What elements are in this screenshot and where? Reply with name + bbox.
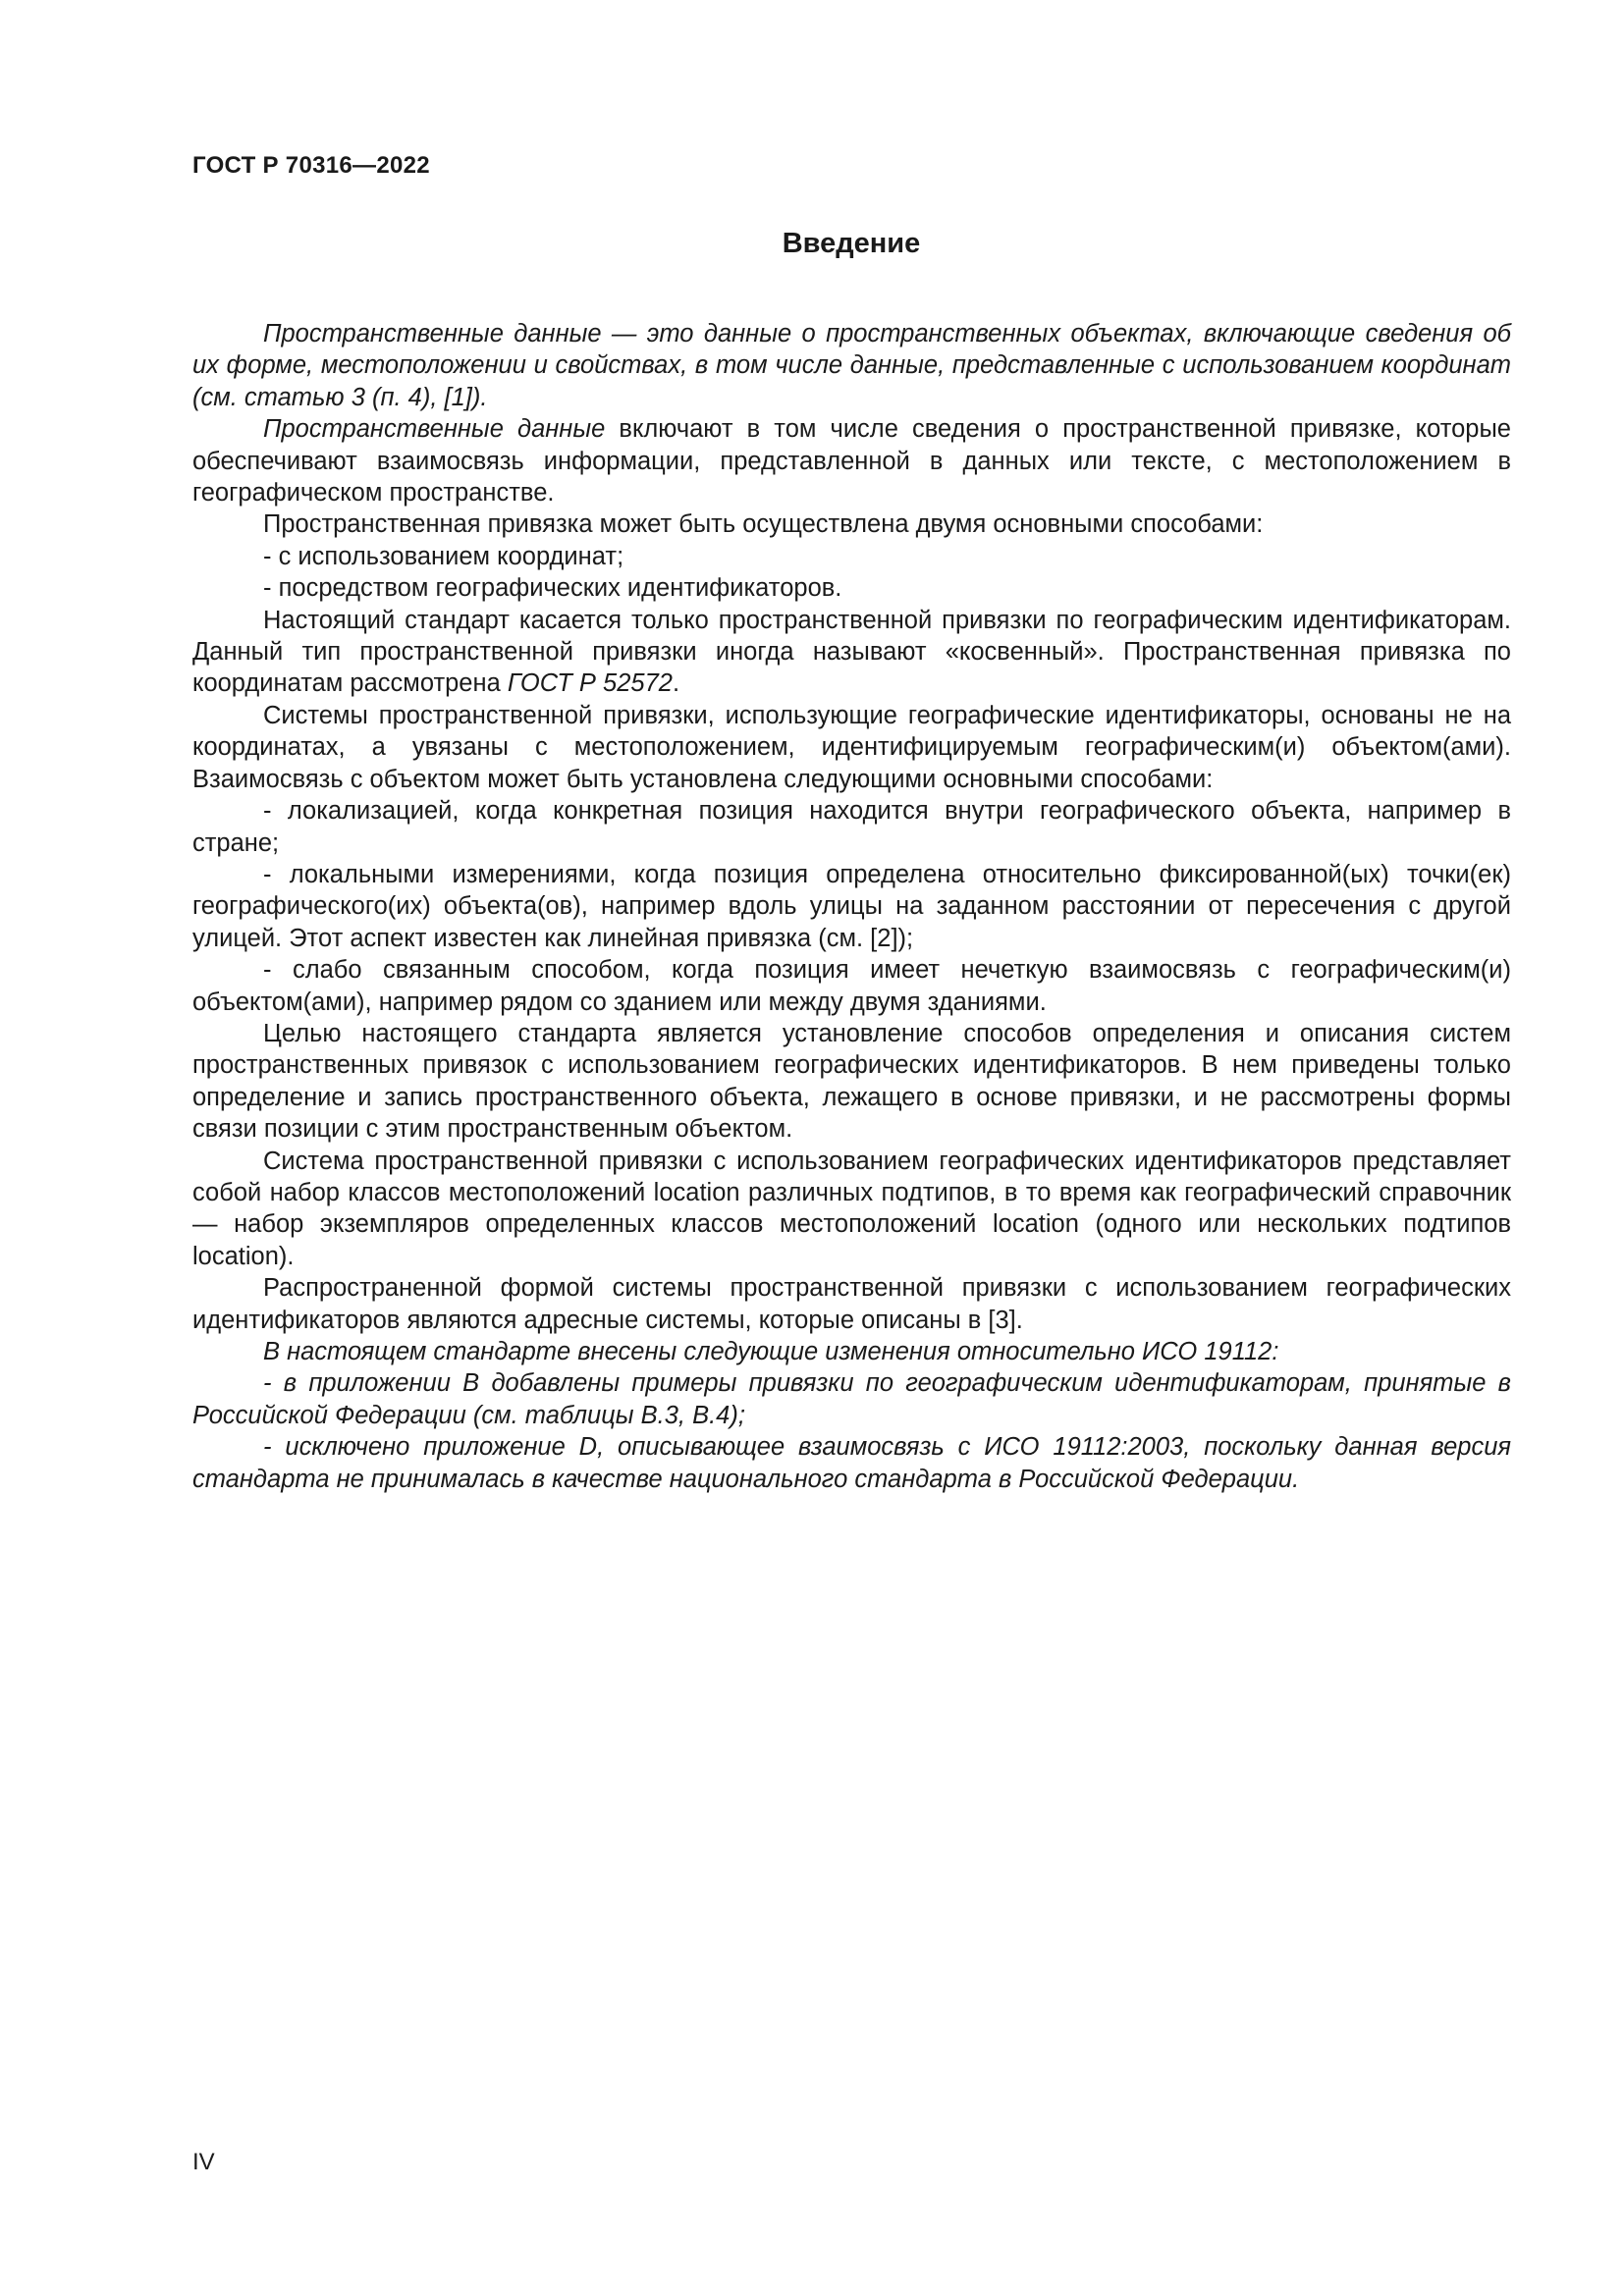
paragraph-methods-intro: Пространственная привязка может быть осуществлена двумя основными способами: [263, 510, 1264, 539]
list-item: - исключено приложение D, описывающее взаимосвязь с ИСО 19112:2003, поскольку данная версия стандарта не принималась в качестве национального стандарта в Российской Федерации. [192, 1433, 1511, 1493]
page-title: Введение [782, 228, 921, 259]
paragraph-systems: Системы пространственной привязки, использующие географические идентификаторы, основаны не на координатах, а увязаны с местоположением, идентифицируемым географическим(и) объектом(ами). Взаимосвязь с объектом может быть установлена следующими основными способами: [192, 701, 1511, 793]
paragraph-gazetteer: Система пространственной привязки с использованием географических идентификаторов представляет собой набор классов местоположений location различных подтипов, в то время как географический справочник — набор экземпляров определенных классов местоположений location (одного или нескольких подтипов location). [192, 1147, 1511, 1270]
paragraph-changes-intro: В настоящем стандарте внесены следующие изменения относительно ИСО 19112: [263, 1338, 1279, 1365]
list-item: - посредством географических идентификаторов. [263, 574, 842, 603]
list-item: - локальными измерениями, когда позиция определена относительно фиксированной(ых) точки(ек) географического(их) объекта(ов), например вдоль улицы на заданном расстоянии от пересечения с другой улицей. Этот аспект известен как линейная привязка (см. [2]); [192, 860, 1511, 952]
paragraph-scope [192, 605, 1511, 700]
paragraph-text: включают в том числе сведения о пространственной привязке, которые обеспечивают взаимосвязь информации, представленной в данных или тексте, с местоположением в географическом пространстве. [192, 415, 1511, 507]
paragraph-address-systems: Распространенной формой системы пространственной привязки с использованием географических идентификаторов являются адресные системы, которые описаны в [3]. [192, 1274, 1511, 1334]
paragraph-text: Настоящий стандарт касается только пространственной привязки по географическим идентификаторам. Данный тип пространственной привязки иногда называют «косвенный». Пространственная привязка по координатам рассмотрена [192, 606, 1511, 698]
list-item: - в приложении В добавлены примеры привязки по географическим идентификаторам, принятые в Российской Федерации (см. таблицы В.3, В.4); [192, 1369, 1511, 1429]
paragraph-text: . [672, 669, 680, 698]
document-header: ГОСТ Р 70316—2022 [192, 152, 430, 179]
term-spatial-data: Пространственные данные [263, 415, 606, 444]
paragraph-purpose: Целью настоящего стандарта является установление способов определения и описания систем пространственных привязок с использованием географических идентификаторов. В нем приведены только определение и запись пространственного объекта, лежащего в основе привязки, и не рассмотрены формы связи позиции с этим пространственным объектом. [192, 1019, 1511, 1144]
page-number: IV [192, 2149, 215, 2175]
list-item: - локализацией, когда конкретная позиция находится внутри географического объекта, например в стране; [192, 797, 1511, 857]
list-item: - с использованием координат; [263, 542, 624, 570]
reference-gost: ГОСТ Р 52572 [507, 669, 673, 698]
paragraph-definition: Пространственные данные — это данные о пространственных объектах, включающие сведения об их форме, местоположении и свойствах, в том числе данные, представленные с использованием координат (см. статью 3 (п. 4), [1]). [192, 320, 1511, 411]
introduction-body [192, 318, 1511, 1495]
list-item: - слабо связанным способом, когда позиция имеет нечеткую взаимосвязь с географическим(и) объектом(ами), например рядом со зданием или между двумя зданиями. [192, 956, 1511, 1016]
paragraph-spatial-data [192, 413, 1511, 508]
